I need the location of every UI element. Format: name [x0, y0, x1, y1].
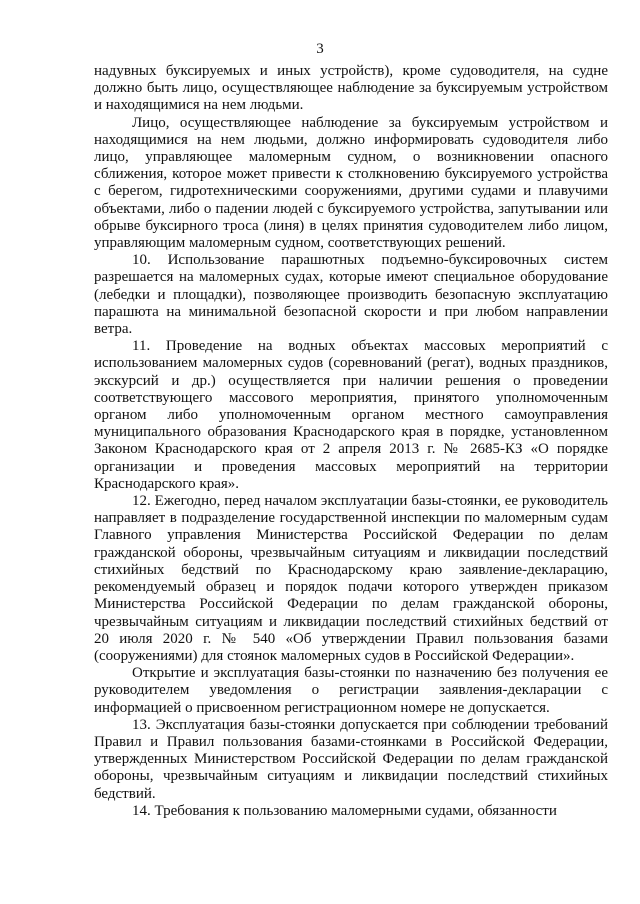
- paragraph-10: 10. Использование парашютных подъемно-буксировочных систем разрешается на маломерных судах, которые имеют специальное оборудование (лебедки и площадки), позволяющее производить безопасную эксплуатацию парашюта на минимальной безопасной скорости и при любом направлении ветра.: [94, 252, 608, 338]
- paragraph-12-opening: Открытие и эксплуатация базы-стоянки по назначению без получения ее руководителем уведомления о регистрации заявления-декларации с информацией о присвоенном регистрационном номере не допускается.: [94, 665, 608, 716]
- paragraph-continuation: надувных буксируемых и иных устройств), кроме судоводителя, на судне должно быть лицо, осуществляющее наблюдение за буксируемым устройством и находящимися на нем людьми.: [94, 63, 608, 114]
- document-body: [94, 63, 608, 820]
- paragraph-observer-duties: Лицо, осуществляющее наблюдение за буксируемым устройством и находящимися на нем людьми, должно информировать судоводителя либо лицо, управляющее маломерным судном, о возникновении опасного сближения, которое может привести к столкновению буксируемого устройства с берегом, гидротехническими сооружениями, другими судами и плавучими объектами, либо о падении людей с буксируемого устройства, запутывании или обрыве буксирного троса (линя) в целях принятия судоводителем либо лицом, управляющим маломерным судном, соответствующих решений.: [94, 114, 608, 252]
- page-number: 3: [316, 41, 324, 57]
- paragraph-14: 14. Требования к пользованию маломерными судами, обязанности: [132, 802, 557, 819]
- paragraph-13: 13. Эксплуатация базы-стоянки допускается при соблюдении требований Правил и Правил пользования базами-стоянками в Российской Федерации, утвержденных Министерством Российской Федерации по делам гражданской обороны, чрезвычайным ситуациям и ликвидации последствий стихийных бедствий.: [94, 716, 608, 802]
- paragraph-12: 12. Ежегодно, перед началом эксплуатации базы-стоянки, ее руководитель направляет в подразделение государственной инспекции по маломерным судам Главного управления Министерства Российской Федерации по делам гражданской обороны, чрезвычайным ситуациям и ликвидации последствий стихийных бедствий по Краснодарскому краю заявление-декларацию, рекомендуемый образец и порядок подачи которого утвержден приказом Министерства Российской Федерации по делам гражданской обороны, чрезвычайным ситуациям и ликвидации последствий стихийных бедствий от 20 июля 2020 г. № 540 «Об утверждении Правил пользования базами (сооружениями) для стоянок маломерных судов в Российской Федерации».: [94, 493, 608, 664]
- paragraph-11: 11. Проведение на водных объектах массовых мероприятий с использованием маломерных судов (соревнований (регат), водных праздников, экскурсий и др.) осуществляется при наличии решения о проведении соответствующего массового мероприятия, принятого уполномоченным органом либо уполномоченным органом местного самоуправления муниципального образования Краснодарского края в порядке, установленном Законом Краснодарского края от 2 апреля 2013 г. № 2685-КЗ «О порядке организации и проведения массовых мероприятий на территории Краснодарского края».: [94, 338, 608, 492]
